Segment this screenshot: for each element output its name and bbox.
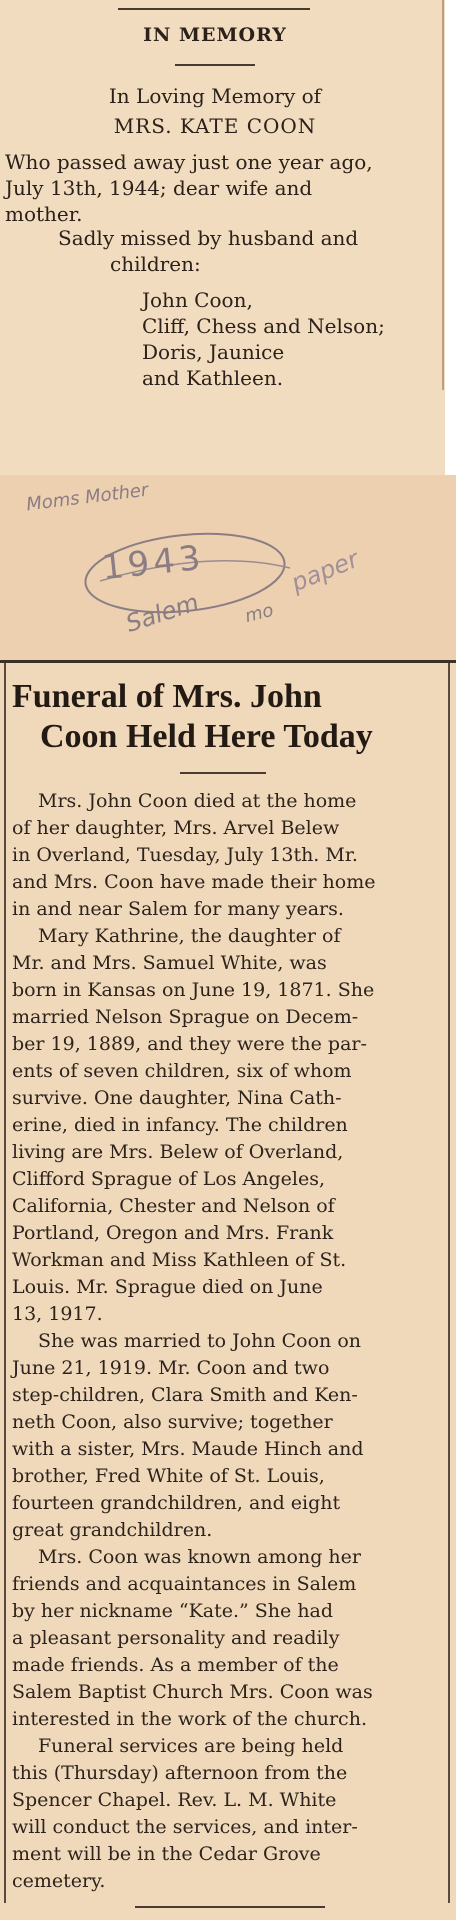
article-line: and Mrs. Coon have made their home [12,871,376,893]
article-line: erine, died in infancy. The children [12,1114,348,1136]
article-line: by her nickname “Kate.” She had [12,1600,334,1622]
funeral-headline-line2: Coon Held Here Today [40,718,373,755]
heading-underline [175,64,255,66]
article-line: made friends. As a member of the [12,1654,339,1676]
funeral-article [0,660,456,1920]
article-line: living are Mrs. Belew of Overland, [12,1141,344,1163]
memoriam-title: In Loving Memory of [108,84,322,108]
article-line: of her daughter, Mrs. Arvel Belew [12,817,340,839]
memoriam-name: MRS. KATE COON [113,114,317,138]
article-line: Clifford Sprague of Los Angeles, [12,1168,326,1190]
article-line: interested in the work of the church. [12,1708,367,1730]
clipping-right-edge [442,0,444,390]
article-line: ber 19, 1889, and they were the par- [12,1033,367,1055]
memoriam-line: Cliff, Chess and Nelson; [142,314,385,338]
article-right-border [448,663,450,1903]
article-line: step-children, Clara Smith and Ken- [12,1384,358,1406]
article-line: California, Chester and Nelson of [12,1195,335,1217]
handwritten-extra: paper [287,544,363,598]
memoriam-line: John Coon, [142,288,253,312]
article-line: Spencer Chapel. Rev. L. M. White [12,1789,337,1811]
memoriam-line: Who passed away just one year ago, [5,150,373,174]
handwriting-area [0,475,456,665]
article-line: great grandchildren. [12,1519,213,1541]
article-line: Louis. Mr. Sprague died on June [12,1276,323,1298]
handwritten-source-abbrev: mo [242,599,276,628]
article-left-border [4,663,6,1903]
memoriam-line: and Kathleen. [142,366,284,390]
article-line: in Overland, Tuesday, July 13th. Mr. [12,844,358,866]
article-line: will conduct the services, and inter- [12,1816,358,1838]
handwritten-year: 1943 [100,537,207,589]
handwritten-note: Moms Mother [25,479,150,516]
memoriam-line: July 13th, 1944; dear wife and [5,176,313,200]
article-line: She was married to John Coon on [38,1330,361,1352]
article-line: with a sister, Mrs. Maude Hinch and [12,1438,364,1460]
article-line: Mrs. John Coon died at the home [38,790,357,812]
article-line: June 21, 1919. Mr. Coon and two [12,1357,330,1379]
article-line: cemetery. [12,1870,106,1892]
article-line: Mr. and Mrs. Samuel White, was [12,952,327,974]
memoriam-line: children: [110,252,201,276]
article-line: Funeral services are being held [38,1735,344,1757]
article-line: 13, 1917. [12,1303,103,1325]
article-bottom-rule [135,1906,325,1908]
article-line: Mrs. Coon was known among her [38,1546,361,1568]
article-line: in and near Salem for many years. [12,898,344,920]
article-line: married Nelson Sprague on Decem- [12,1006,359,1028]
article-line: Workman and Miss Kathleen of St. [12,1249,347,1271]
article-line: brother, Fred White of St. Louis, [12,1465,325,1487]
article-line: a pleasant personality and readily [12,1627,340,1649]
funeral-headline-line1: Funeral of Mrs. John [12,678,322,715]
headline-underline [180,772,266,774]
top-rule [118,8,310,10]
article-line: Mary Kathrine, the daughter of [38,925,341,947]
memoriam-line: Doris, Jaunice [142,340,285,364]
memoriam-clipping [0,0,445,475]
article-line: survive. One daughter, Nina Cath- [12,1087,342,1109]
article-line: this (Thursday) afternoon from the [12,1762,348,1784]
article-line: born in Kansas on June 19, 1871. She [12,979,375,1001]
article-line: Salem Baptist Church Mrs. Coon was [12,1681,373,1703]
article-line: friends and acquaintances in Salem [12,1573,357,1595]
article-top-border [0,660,456,663]
article-line: ment will be in the Cedar Grove [12,1843,321,1865]
handwritten-source: Salem [122,588,203,638]
article-line: ents of seven children, six of whom [12,1060,352,1082]
memoriam-line: Sadly missed by husband and [58,226,359,250]
memoriam-line: mother. [5,202,83,226]
memoriam-heading: IN MEMORY [143,24,287,46]
article-line: neth Coon, also survive; together [12,1411,333,1433]
article-line: fourteen grandchildren, and eight [12,1492,341,1514]
article-line: Portland, Oregon and Mrs. Frank [12,1222,334,1244]
